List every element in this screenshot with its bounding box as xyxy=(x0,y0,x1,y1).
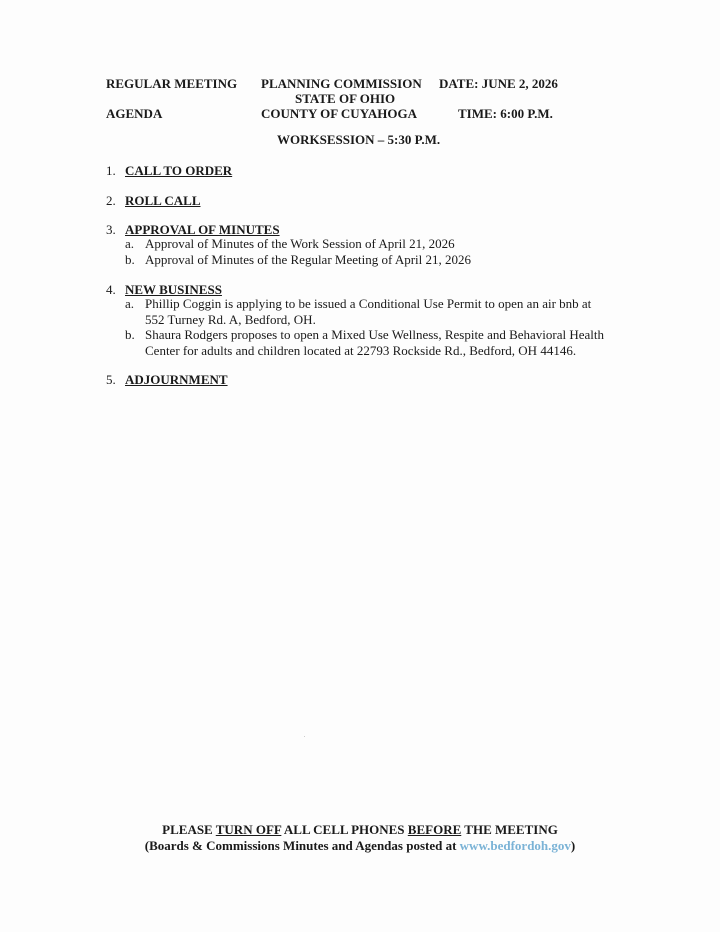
item-number: 1. xyxy=(106,163,116,178)
worksession-time: WORKSESSION – 5:30 P.M. xyxy=(277,132,441,147)
posted-text: ) xyxy=(570,838,576,853)
notice-text: THE MEETING xyxy=(461,822,558,837)
posted-notice xyxy=(0,838,720,854)
meeting-type: REGULAR MEETING xyxy=(106,76,238,91)
sub-item-marker: b. xyxy=(125,252,135,267)
sub-item-marker: a. xyxy=(125,236,135,251)
item-title: CALL TO ORDER xyxy=(125,163,233,178)
agenda-item-adjournment xyxy=(106,371,228,389)
county-name: COUNTY OF CUYAHOGA xyxy=(261,106,418,121)
item-title: ROLL CALL xyxy=(125,193,201,208)
notice-text: PLEASE xyxy=(162,822,216,837)
agenda-label: AGENDA xyxy=(106,106,163,121)
sub-item-text: Approval of Minutes of the Work Session of April 21, 2026 xyxy=(145,236,455,251)
sub-item-marker: a. xyxy=(125,296,135,311)
sub-item-text-cont: Center for adults and children located at 22793 Rockside Rd., Bedford, OH 44146. xyxy=(145,343,577,358)
item-number: 2. xyxy=(106,193,116,208)
meeting-date: DATE: JUNE 2, 2026 xyxy=(439,76,558,91)
body-name: PLANNING COMMISSION xyxy=(261,76,422,91)
notice-text: ALL CELL PHONES xyxy=(281,822,408,837)
item-title: ADJOURNMENT xyxy=(125,372,228,387)
posted-text: (Boards & Commissions Minutes and Agendas posted at xyxy=(144,838,460,853)
sub-item-text: Approval of Minutes of the Regular Meeting of April 21, 2026 xyxy=(145,252,472,267)
item-number: 3. xyxy=(106,222,116,237)
notice-emphasis-before: BEFORE xyxy=(407,822,462,837)
agenda-item-roll-call xyxy=(106,192,201,210)
agenda-item-call-to-order xyxy=(106,162,232,180)
sub-item xyxy=(125,252,471,268)
website-link[interactable]: www.bedfordoh.gov xyxy=(459,838,571,853)
state-name: STATE OF OHIO xyxy=(295,91,396,106)
sub-item-text: Shaura Rodgers proposes to open a Mixed Use Wellness, Respite and Behavioral Health xyxy=(145,327,605,342)
phone-notice xyxy=(0,822,720,838)
sub-item-text-cont: 552 Turney Rd. A, Bedford, OH. xyxy=(145,312,316,327)
notice-emphasis-turn-off: TURN OFF xyxy=(215,822,282,837)
item-title: NEW BUSINESS xyxy=(125,282,222,297)
meeting-time: TIME: 6:00 P.M. xyxy=(458,106,553,121)
item-number: 4. xyxy=(106,282,116,297)
item-title: APPROVAL OF MINUTES xyxy=(125,222,280,237)
sub-item-text: Phillip Coggin is applying to be issued a Conditional Use Permit to open an air bnb at xyxy=(145,296,592,311)
sub-item-marker: b. xyxy=(125,327,135,342)
sub-item xyxy=(125,296,591,328)
sub-item xyxy=(125,236,455,252)
item-number: 5. xyxy=(106,372,116,387)
sub-item xyxy=(125,327,604,359)
scan-speck xyxy=(304,736,305,737)
